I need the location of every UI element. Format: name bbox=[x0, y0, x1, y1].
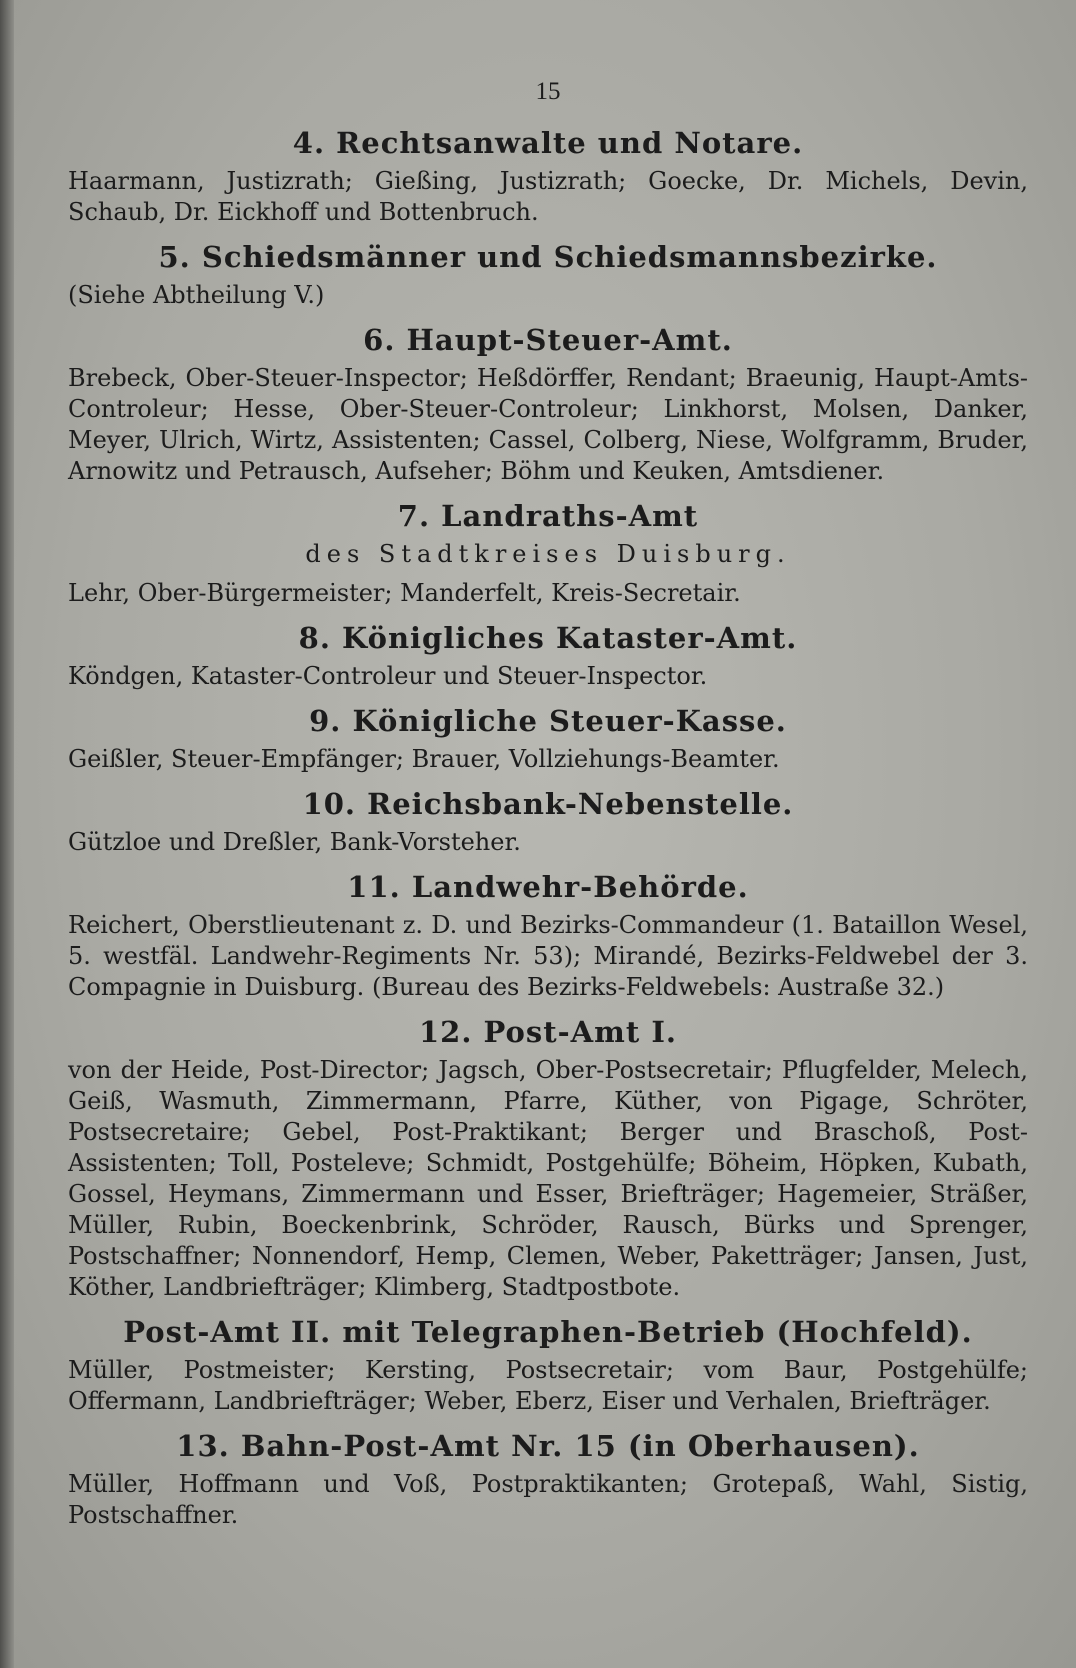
section-text: Köndgen, Kataster-Controleur und Steuer-Inspector. bbox=[68, 662, 708, 690]
section-heading: 4. Rechtsanwalte und Notare. bbox=[292, 126, 804, 160]
section-text: Reichert, Oberstlieutenant z. D. und Bezirks-Commandeur (1. Bataillon Wesel, 5. westfäl. Landwehr-Regiments Nr. 53); Mirandé, Bezirks-Feldwebel der 3. Compagnie in Duisburg. (Bureau des Bezirks-Feldwebels: Austraße 32.) bbox=[68, 911, 1028, 1001]
section-heading: 11. Landwehr-Behörde. bbox=[347, 870, 749, 904]
section-kataster-amt bbox=[68, 621, 1028, 692]
section-landwehr-behoerde bbox=[68, 870, 1028, 1003]
section-text: Gützloe und Dreßler, Bank-Vorsteher. bbox=[68, 828, 521, 856]
section-schiedsmaenner bbox=[68, 240, 1028, 311]
section-heading: 12. Post-Amt I. bbox=[418, 1015, 678, 1049]
section-landraths-amt bbox=[68, 499, 1028, 609]
section-heading: 10. Reichsbank-Nebenstelle. bbox=[302, 787, 794, 821]
page-edge-shadow bbox=[0, 0, 14, 1668]
section-bahn-post-amt bbox=[68, 1429, 1028, 1531]
section-heading: 7. Landraths-Amt bbox=[397, 499, 699, 533]
section-rechtsanwalte bbox=[68, 126, 1028, 228]
section-heading: 5. Schiedsmänner und Schiedsmannsbezirke. bbox=[158, 240, 938, 274]
section-post-amt-1 bbox=[68, 1015, 1028, 1303]
section-text: von der Heide, Post-Director; Jagsch, Ober-Postsecretair; Pflugfelder, Melech, Geiß, Wasmuth, Zimmermann, Pfarre, Küther, von Pigage, Schröter, Postsecretaire; Gebel, Post-Praktikant; Berger und Braschoß, Post-Assistenten; Toll, Posteleve; Schmidt, Postgehülfe; Böheim, Höpken, Kubath, Gossel, Heymans, Zimmermann und Esser, Briefträger; Hagemeier, Sträßer, Müller, Rubin, Boeckenbrink, Schröder, Rausch, Bürks und Sprenger, Postschaffner; Nonnendorf, Hemp, Clemen, Weber, Paketträger; Jansen, Just, Köther, Landbriefträger; Klimberg, Stadtpostbote. bbox=[68, 1056, 1028, 1301]
section-haupt-steuer-amt bbox=[68, 323, 1028, 487]
section-text: Brebeck, Ober-Steuer-Inspector; Heßdörffer, Rendant; Braeunig, Haupt-Amts-Controleur; Hesse, Ober-Steuer-Controleur; Linkhorst, Molsen, Danker, Meyer, Ulrich, Wirtz, Assistenten; Cassel, Colberg, Niese, Wolfgramm, Bruder, Arnowitz und Petrausch, Aufseher; Böhm und Keuken, Amtsdiener. bbox=[68, 364, 1028, 485]
section-steuer-kasse bbox=[68, 704, 1028, 775]
section-text: Müller, Postmeister; Kersting, Postsecretair; vom Baur, Postgehülfe; Offermann, Landbriefträger; Weber, Eberz, Eiser und Verhalen, Briefträger. bbox=[68, 1356, 1028, 1415]
section-reichsbank bbox=[68, 787, 1028, 858]
section-text: Müller, Hoffmann und Voß, Postpraktikanten; Grotepaß, Wahl, Sistig, Postschaffner. bbox=[68, 1470, 1028, 1529]
section-heading: 6. Haupt-Steuer-Amt. bbox=[363, 323, 733, 357]
section-subheading: des Stadtkreises Duisburg. bbox=[305, 540, 791, 568]
section-text: Lehr, Ober-Bürgermeister; Manderfelt, Kreis-Secretair. bbox=[68, 579, 741, 607]
page-number: 15 bbox=[535, 78, 561, 105]
section-text: Geißler, Steuer-Empfänger; Brauer, Vollziehungs-Beamter. bbox=[68, 745, 780, 773]
section-text: Haarmann, Justizrath; Gießing, Justizrath; Goecke, Dr. Michels, Devin, Schaub, Dr. Eickhoff und Bottenbruch. bbox=[68, 167, 1028, 226]
section-text: (Siehe Abtheilung V.) bbox=[68, 281, 325, 309]
page-content bbox=[68, 78, 1028, 1543]
section-heading: 13. Bahn-Post-Amt Nr. 15 (in Oberhausen). bbox=[176, 1429, 920, 1463]
section-heading: Post-Amt II. mit Telegraphen-Betrieb (Hochfeld). bbox=[123, 1315, 973, 1349]
section-heading: 9. Königliche Steuer-Kasse. bbox=[309, 704, 787, 738]
section-post-amt-2 bbox=[68, 1315, 1028, 1417]
section-heading: 8. Königliches Kataster-Amt. bbox=[298, 621, 798, 655]
